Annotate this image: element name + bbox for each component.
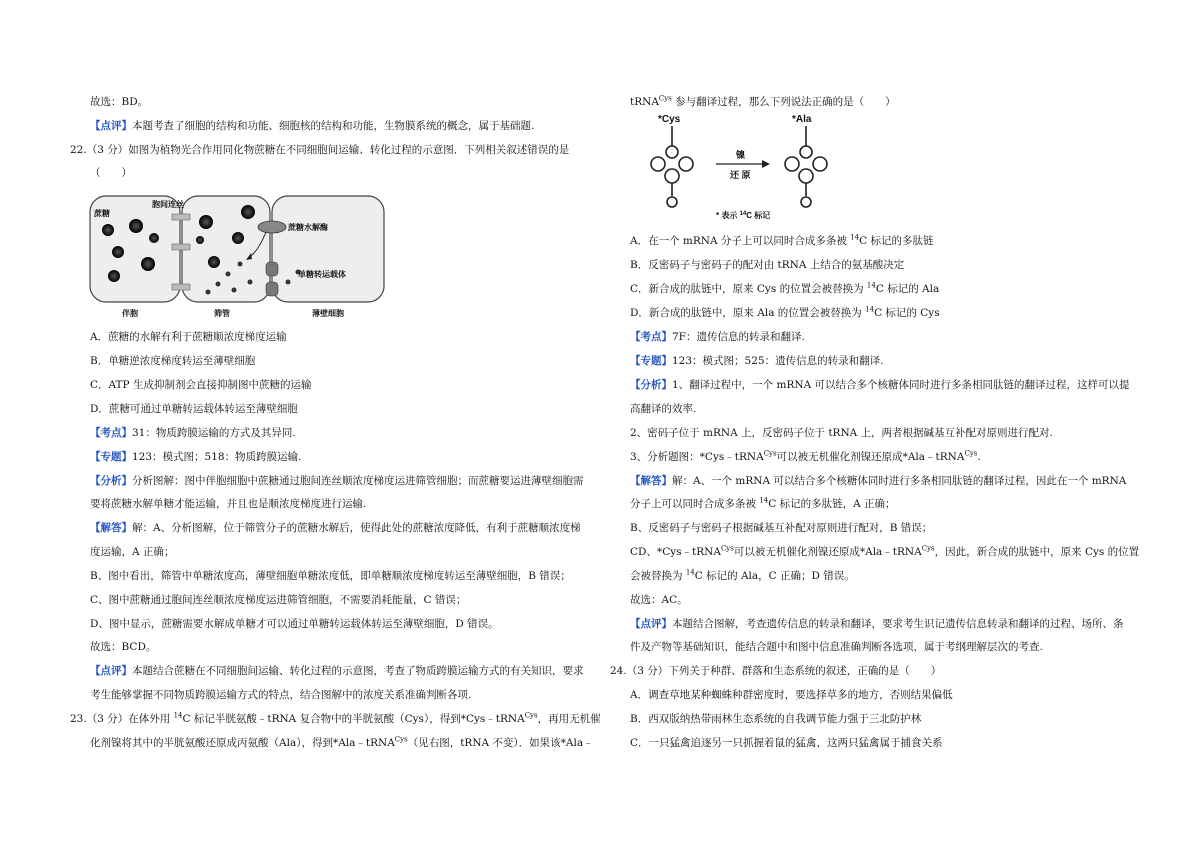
opt-d-pre: D．新合成的肽链中，原来 Ala 的位置会被替换为 [630,307,866,319]
sup-cys: Cys [394,735,408,744]
zhuanti-text: 123：模式图；525：遗传信息的转录和翻译. [672,355,884,367]
q22-dianping-1 [90,664,584,678]
q23-jieda-3: B、反密码子与密码子根据碱基互补配对原则进行配对，B 错误； [630,522,933,534]
fx4-mid: 可以被无机催化剂镍还原成*Ala﹣tRNA [776,451,965,463]
q22-dianping-2: 考生能够掌握不同物质跨膜运输方式的特点，结合图解中的浓度关系准确判断各项. [90,689,472,701]
label-plasmodesma: 胞间连丝 [152,200,184,209]
sucrose-transport-figure [88,192,388,318]
label-ala: *Ala [792,114,812,125]
zhuanti-tag: 【专题】 [90,451,132,463]
jieda-tag: 【解答】 [630,475,672,487]
q22-fenxi-1 [90,474,584,488]
note-pre: * 表示 [716,211,740,220]
q22-fenxi-2: 要将蔗糖水解单糖才能运输，并且也是顺浓度梯度进行运输. [90,498,367,510]
q22-jieda-5: D、图中显示，蔗糖需要水解成单糖才可以通过单糖转运载体转运至薄壁细胞，D 错误。 [90,618,499,630]
q23-stem-3-text: 参与翻译过程，那么下列说法正确的是（ ） [671,96,896,108]
opt-c-post: C 标记的 Ala [875,283,940,295]
opt-c-pre: C．新合成的肽链中，原来 Cys 的位置会被替换为 [630,283,867,295]
q24-stem: 24.（3 分）下列关于种群、群落和生态系统的叙述，正确的是（ ） [610,665,942,677]
q22-zhuanti [90,450,301,464]
label-parenchyma: 薄壁细胞 [312,309,344,318]
q22-option-a: A．蔗糖的水解有利于蔗糖顺浓度梯度运输 [90,331,287,343]
dianping-text: 本题结合蔗糖在不同细胞间运输、转化过程的示意图，考查了物质跨膜运输方式的有关知识，要求 [132,665,584,677]
dianping-tag: 【点评】 [90,665,132,677]
q23-text-b: C 标记半胱氨酸﹣tRNA 复合物中的半胱氨酸（Cys），得到*Cys﹣tRNA [182,713,525,725]
comment-text: 本题考查了细胞的结构和功能、细胞核的结构和功能，生物膜系统的概念，属于基础题. [132,120,535,132]
jd2-post: C 标记的多肽链，A 正确； [768,498,896,510]
q22-stem-paren: （ ） [90,167,132,179]
q23-fenxi-1 [630,378,1130,392]
trna-text: tRNA [630,96,659,108]
q23-jieda-2 [630,497,896,511]
q22-option-b: B．单糖逆浓度梯度转运至薄壁细胞 [90,355,256,367]
fx4-post: . [977,451,981,463]
q22-jieda-3: B、图中看出，筛管中单糖浓度高，薄壁细胞单糖浓度低，即单糖顺浓度梯度转运至薄壁细胞，B 错误； [90,570,571,582]
jd4-mid: 可以被无机催化剂镍还原成*Ala﹣tRNA [733,546,922,558]
q23-text-d: 化剂镍将其中的半胱氨酸还原成丙氨酸（Ala），得到*Ala﹣tRNA [90,737,395,749]
sup-cys: Cys [524,711,538,720]
comment-line [90,119,534,133]
q23-fenxi-4 [630,450,981,464]
q24-option-c: C．一只猛禽追逐另一只抓握着鼠的猛禽，这两只猛禽属于捕食关系 [630,737,943,749]
q22-kaodian [90,426,296,440]
q23-text-e: （见右图，tRNA 不变）．如果该*Ala﹣ [407,737,594,749]
jd2-pre: 分子上可以同时合成多条被 [630,498,760,510]
dianping-tag: 【点评】 [630,618,672,630]
q23-jieda-1 [630,474,1126,488]
opt-d-post: C 标记的 Cys [874,307,940,319]
q22-jieda-1 [90,521,581,535]
label-sieve: 筛管 [214,309,230,318]
label-nickel: 镍 [736,150,746,160]
q22-stem: 22.（3 分）如图为植物光合作用同化物蔗糖在不同细胞间运输、转化过程的示意图．下列相关叙述错误的是 [70,144,570,156]
opt-a-post: C 标记的多肽链 [859,235,934,247]
reaction-arrowhead [762,160,770,168]
q23-dianping-1 [630,617,1124,631]
kaodian-text: 31：物质跨膜运输的方式及其异同. [132,427,296,439]
q23-option-d [630,306,940,320]
jieda-text: 解：A、分析图解，位于筛管分子的蔗糖水解后，使得此处的蔗糖浓度降低，有利于蔗糖顺浓度梯 [132,522,581,534]
sup-14: 14 [759,496,769,505]
q23-zhuanti [630,354,883,368]
jieda-text: 解：A、一个 mRNA 可以结合多个核糖体同时进行多条相同肽链的翻译过程，因此在一个 mRNA [672,475,1127,487]
q23-stem-1 [70,712,601,726]
label-note [716,210,770,220]
trna-left [651,126,693,207]
q23-jieda-4 [630,545,1139,559]
fenxi-text: 1、翻译过程中，一个 mRNA 可以结合多个核糖体同时进行多条相同肽链的翻译过程，这样可以提 [672,379,1130,391]
q22-option-c: C．ATP 生成抑制剂会直接抑制图中蔗糖的运输 [90,379,312,391]
sup-cys: Cys [763,449,777,458]
q22-jieda-2: 度运输，A 正确； [90,546,175,558]
q23-stem-3 [630,95,896,109]
jieda-tag: 【解答】 [90,522,132,534]
fx4-pre: 3、分析题图：*Cys﹣tRNA [630,451,764,463]
q23-text-a: 23.（3 分）在体外用 [70,713,174,725]
sup-14: 14 [685,568,695,577]
kaodian-text: 7F：遗传信息的转录和翻译. [672,331,805,343]
sup-14: 14 [850,233,860,242]
q24-option-a: A．调查草地某种蜘蛛种群密度时，要选择草多的地方，否则结果偏低 [630,689,953,701]
q23-option-c [630,282,939,296]
sup-cys: Cys [964,449,978,458]
fenxi-text: 分析图解：图中伴胞细胞中蔗糖通过胞间连丝顺浓度梯度运进筛管细胞；而蔗糖要运进薄壁细胞需 [132,475,584,487]
answer-line: 故选：BD。 [90,96,149,108]
q23-fenxi-2: 高翻译的效率. [630,403,697,415]
q24-option-b: B．西双版纳热带雨林生态系统的自我调节能力强于三北防护林 [630,713,922,725]
q23-text-c: ，再用无机催 [537,713,601,725]
sup-14: 14 [865,305,875,314]
kaodian-tag: 【考点】 [90,427,132,439]
sup-cys: Cys [720,544,734,553]
q23-answer: 故选：AC。 [630,594,688,606]
q22-answer: 故选：BCD。 [90,641,157,653]
q23-jieda-5 [630,569,855,583]
q23-stem-2 [90,736,594,750]
trna-figure [624,112,854,222]
label-cys: *Cys [658,114,681,125]
label-companion: 伴胞 [122,309,138,318]
fenxi-tag: 【分析】 [630,379,672,391]
zhuanti-text: 123：模式图；518：物质跨膜运输. [132,451,302,463]
comment-tag: 【点评】 [90,120,132,132]
dianping-text: 本题结合图解，考查遗传信息的转录和翻译，要求考生识记遗传信息转录和翻译的过程、场所、条 [672,618,1124,630]
label-sucrose: 蔗糖 [94,209,110,218]
sup-cys: Cys [658,94,672,103]
label-reduce: 还 原 [730,170,751,180]
q23-option-a [630,234,934,248]
label-mono-carrier: 单糖转运载体 [298,270,346,279]
jd4-post: ，因此，新合成的肽链中，原来 Cys 的位置 [934,546,1140,558]
jd4-pre: CD、*Cys﹣tRNA [630,546,721,558]
fenxi-tag: 【分析】 [90,475,132,487]
q23-dianping-2: 件及产物等基础知识，能结合题中和图中信息准确判断各选项，属于考纲理解层次的考查. [630,641,1043,653]
cell-parenchyma [272,196,384,302]
q23-kaodian [630,330,805,344]
q23-fenxi-3: 2、密码子位于 mRNA 上，反密码子位于 tRNA 上，两者根据碱基互补配对原则进行配对. [630,427,1053,439]
q22-option-d: D．蔗糖可通过单糖转运载体转运至薄壁细胞 [90,403,298,415]
sup-14: 14 [866,281,876,290]
invertase-enzyme [258,221,286,233]
jd5-post: C 标记的 Ala，C 正确；D 错误。 [694,570,855,582]
note-sup: 14 [739,211,747,217]
kaodian-tag: 【考点】 [630,331,672,343]
jd5-pre: 会被替换为 [630,570,686,582]
sup-14: 14 [173,711,183,720]
note-post: C 标记 [746,211,771,220]
sup-cys: Cys [921,544,935,553]
zhuanti-tag: 【专题】 [630,355,672,367]
q22-jieda-4: C、图中蔗糖通过胞间连丝顺浓度梯度运进筛管细胞，不需要消耗能量，C 错误； [90,594,467,606]
q23-option-b: B．反密码子与密码子的配对由 tRNA 上结合的氨基酸决定 [630,259,905,271]
label-invertase: 蔗糖水解酶 [288,223,328,232]
trna-right [785,126,827,207]
opt-a-pre: A．在一个 mRNA 分子上可以同时合成多条被 [630,235,851,247]
